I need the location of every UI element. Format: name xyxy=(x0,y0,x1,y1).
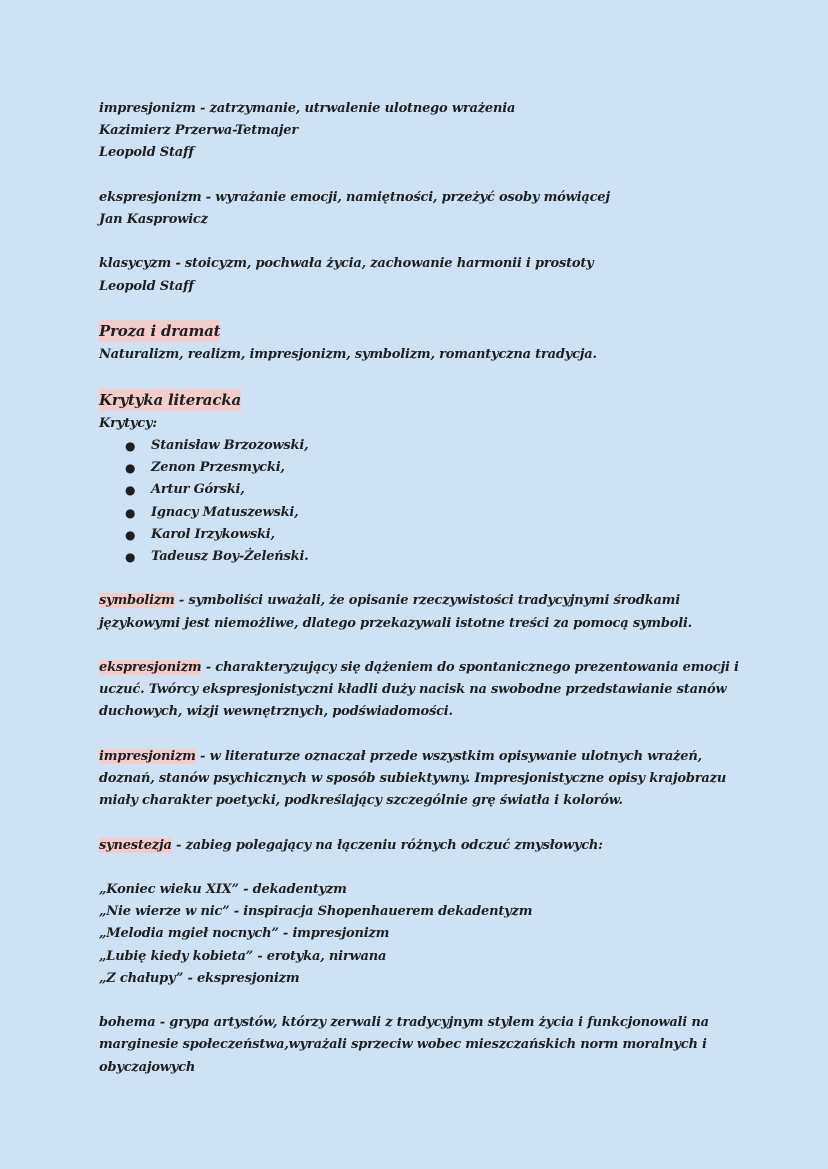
poem-line: „Nie wierze w nic” - inspiracja Shopenhauerem dekadentyzm xyxy=(99,904,533,920)
term: impresjonizm xyxy=(99,748,196,764)
bullet-icon: ● xyxy=(125,461,136,476)
term: symbolizm xyxy=(99,593,175,609)
list-item: ● Tadeusz Boy-Żeleński. xyxy=(99,546,739,568)
list-item: ● Artur Górski, xyxy=(99,479,739,501)
bullet-icon: ● xyxy=(125,483,136,498)
bohema-definition: bohema - grypa artystów, którzy zerwali z tradycyjnym stylem życia i funkcjonowali na marginesie społeczeństwa,wyrażali sprzeciw wobec mieszczańskich norm moralnych i obyczajowych xyxy=(99,1015,709,1075)
krytyka-heading: Krytyka literacka xyxy=(99,389,241,411)
definition-synestezja: synestezja - zabieg polegający na łączeniu różnych odczuć zmysłowych: xyxy=(99,837,603,853)
term: ekspresjonizm xyxy=(99,659,202,675)
poem-line: „Z chałupy” - ekspresjonizm xyxy=(99,970,300,986)
poem-line: „Melodia mgieł nocnych” - impresjonizm xyxy=(99,926,390,942)
critics-label: Krytycy: xyxy=(99,415,157,431)
proza-heading: Proza i dramat xyxy=(99,320,220,342)
list-item: ● Ignacy Matuszewski, xyxy=(99,502,739,524)
author-line: Leopold Staff xyxy=(99,278,194,294)
bullet-icon: ● xyxy=(125,527,136,542)
definition-symbolizm: symbolizm - symboliści uważali, że opisanie rzeczywistości tradycyjnymi środkami językowymi jest niemożliwe, dlatego przekazywali istotne treści za pomocą symboli. xyxy=(99,593,693,631)
list-item: ● Zenon Przesmycki, xyxy=(99,457,739,479)
document-page xyxy=(99,98,739,1079)
author-line: Leopold Staff xyxy=(99,145,194,161)
impresjonizm-poetry-line: impresjonizm - zatrzymanie, utrwalenie ulotnego wrażenia xyxy=(99,101,516,116)
bullet-icon: ● xyxy=(125,505,136,520)
term: synestezja xyxy=(99,837,172,853)
klasycyzm-line: klasycyzm - stoicyzm, pochwała życia, zachowanie harmonii i prostoty xyxy=(99,256,594,272)
definition-impresjonizm: impresjonizm - w literaturze oznaczał przede wszystkim opisywanie ulotnych wrażeń, doznań, stanów psychicznych w sposób subiektywny. Impresjonistyczne opisy krajobrazu miały charakter poetycki, podkreślający szczególnie grę światła i kolorów. xyxy=(99,748,727,809)
ekspresjonizm-poetry-line: ekspresjonizm - wyrażanie emocji, namiętności, przeżyć osoby mówiącej xyxy=(99,189,610,205)
proza-text: Naturalizm, realizm, impresjonizm, symbolizm, romantyczna tradycja. xyxy=(99,347,597,363)
definition-ekspresjonizm: ekspresjonizm - charakteryzujący się dążeniem do spontanicznego prezentowania emocji i uczuć. Twórcy ekspresjonistyczni kładli duży nacisk na swobodne przedstawianie stanów duchowych, wizji wewnętrznych, podświadomości. xyxy=(99,659,739,720)
critics-list xyxy=(99,435,739,568)
list-item: ● Karol Irzykowski, xyxy=(99,524,739,546)
author-line: Kazimierz Przerwa-Tetmajer xyxy=(99,123,299,139)
poem-line: „Lubię kiedy kobieta” - erotyka, nirwana xyxy=(99,948,387,964)
bullet-icon: ● xyxy=(125,438,136,453)
poem-line: „Koniec wieku XIX” - dekadentyzm xyxy=(99,881,347,897)
bullet-icon: ● xyxy=(125,550,136,564)
list-item: ● Stanisław Brzozowski, xyxy=(99,435,739,457)
author-line: Jan Kasprowicz xyxy=(99,212,208,227)
